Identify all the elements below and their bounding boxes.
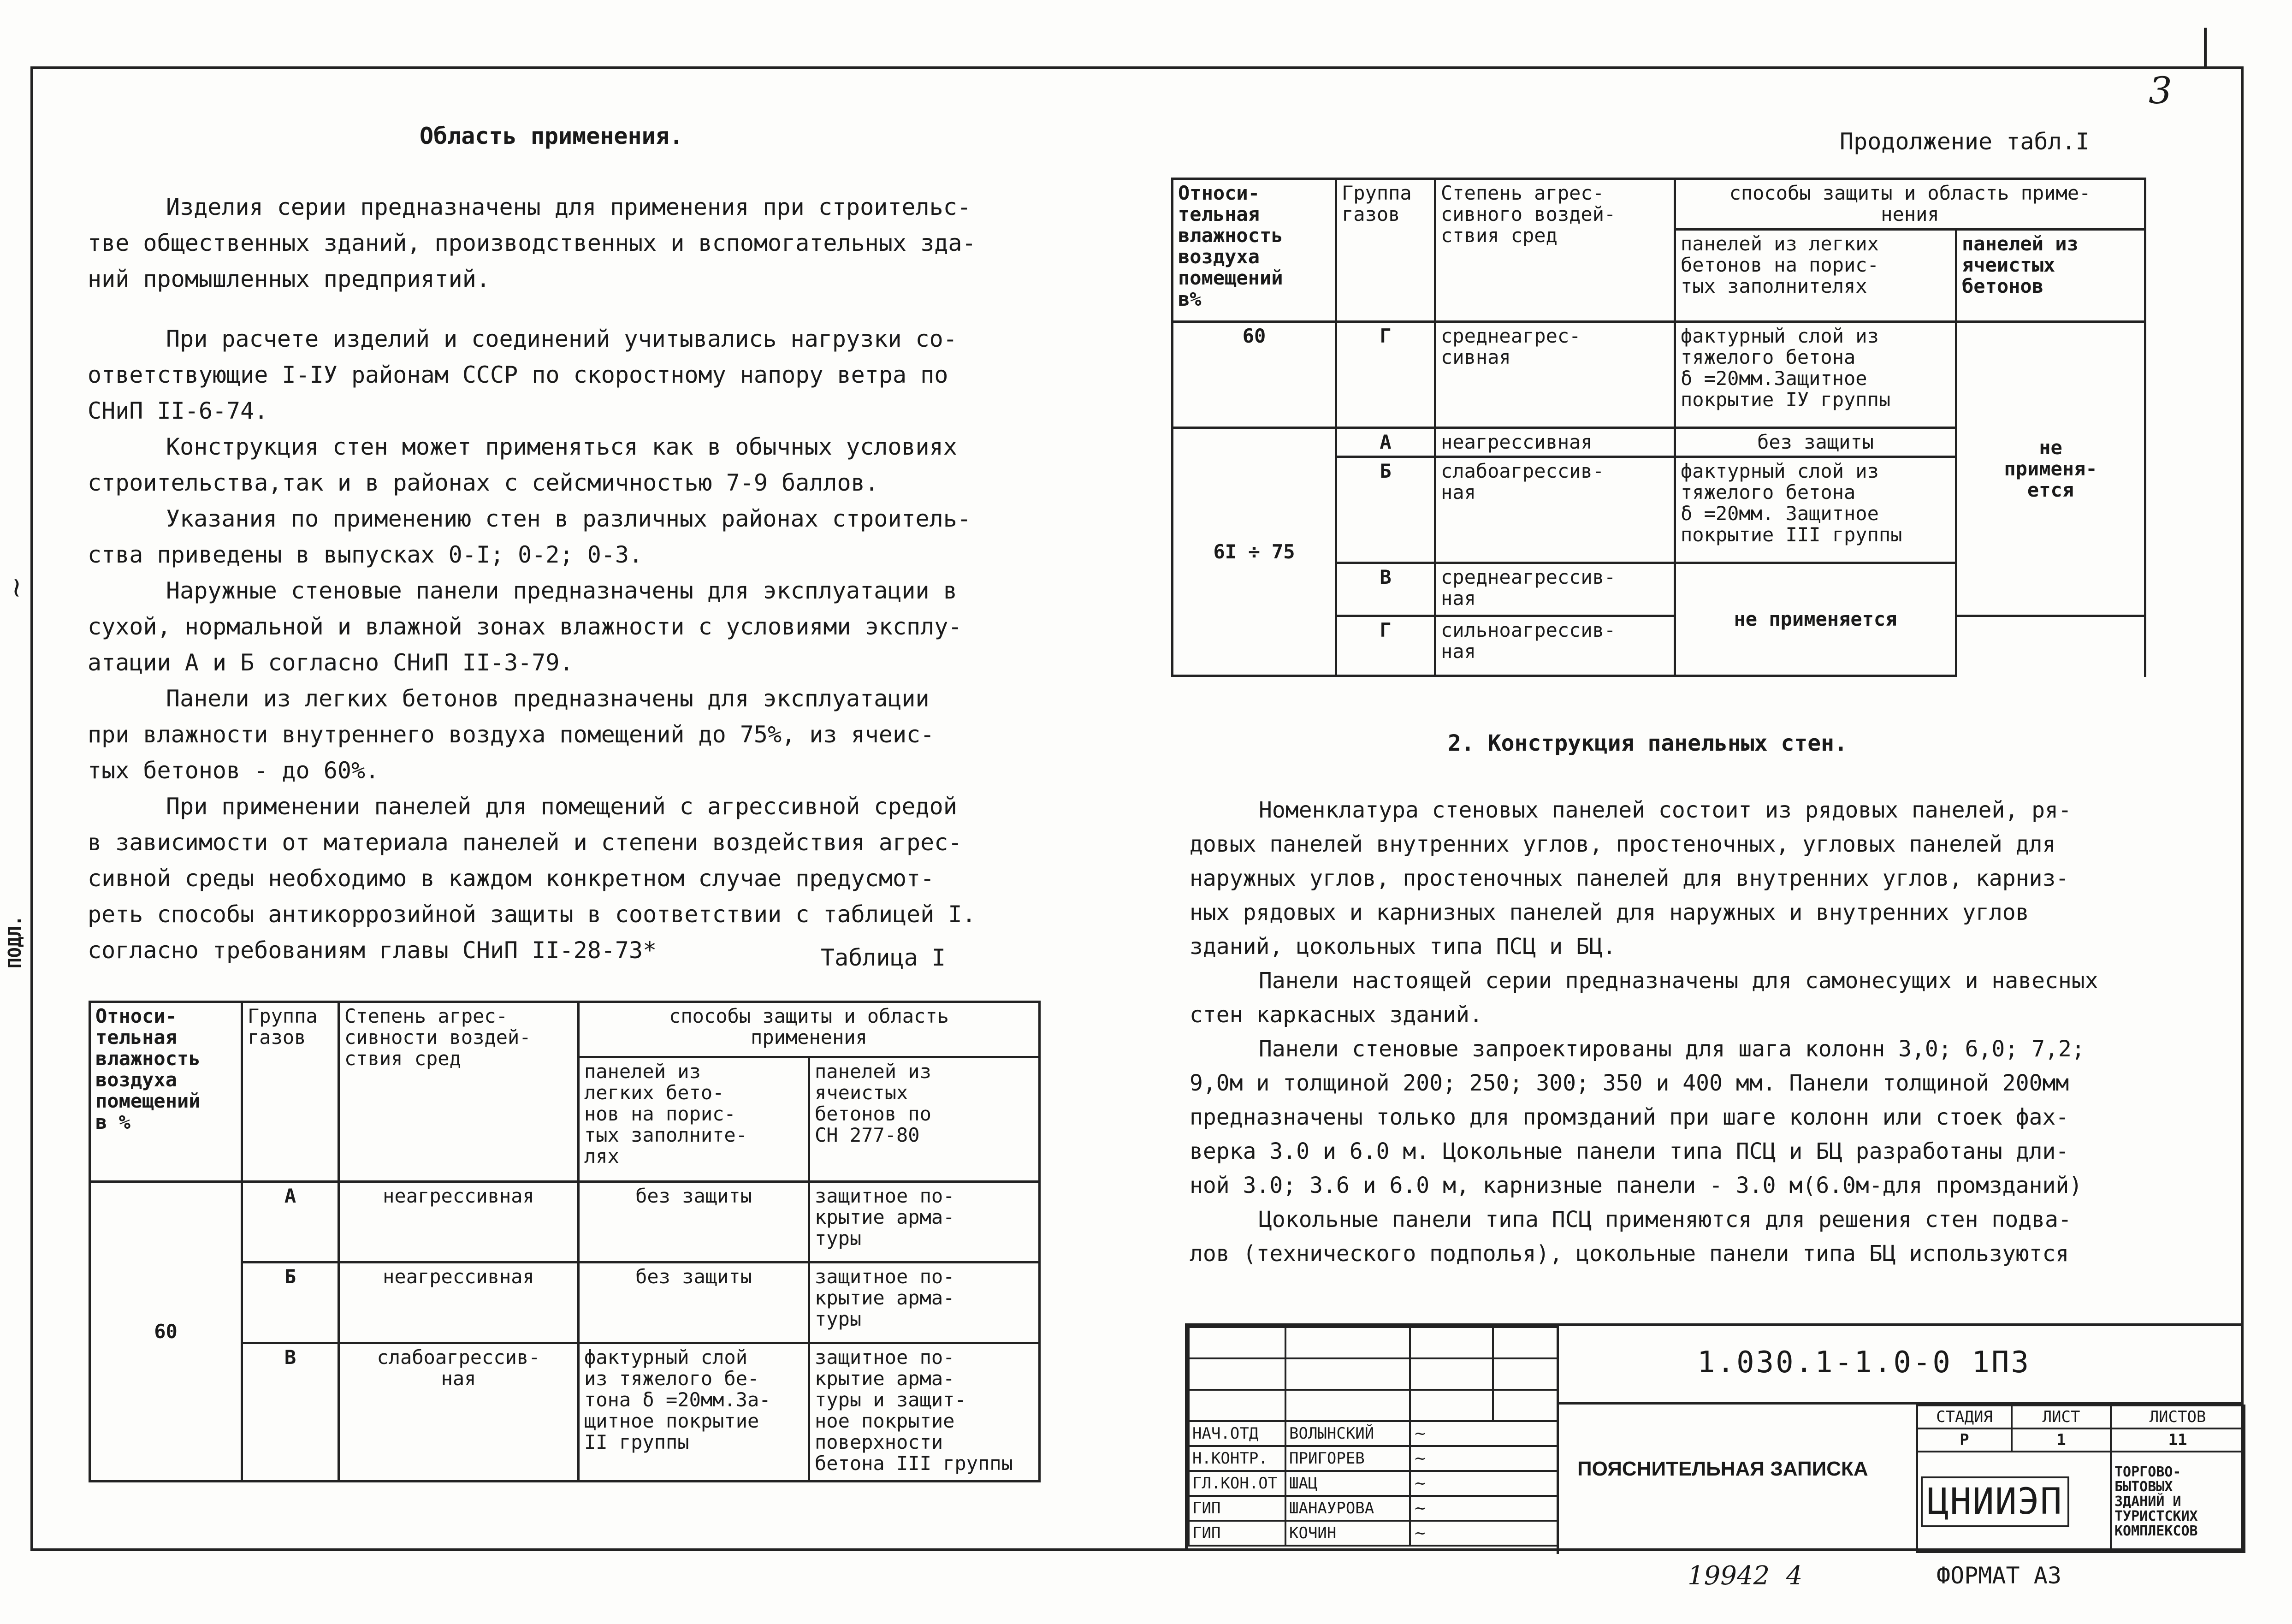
t2-header-light: панелей из легких бетонов на порис- тых заполнителях xyxy=(1675,230,1956,322)
t1-cell: защитное по- крытие арма- туры xyxy=(809,1262,1040,1343)
role-label: Н.КОНТР. xyxy=(1189,1446,1285,1471)
person-name: ВОЛЫНСКИЙ xyxy=(1285,1421,1410,1446)
margin-signature: ~ xyxy=(0,576,32,599)
t1-degree: неагрессивная xyxy=(339,1182,579,1262)
text-line: Указания по применению стен в различных районах строитель- xyxy=(166,505,971,532)
t2-humidity-range: 6I ÷ 75 xyxy=(1173,428,1336,676)
title-block xyxy=(1185,1323,2244,1551)
role-label: ГЛ.КОН.ОТ xyxy=(1189,1471,1285,1496)
text-line: 9,0м и толщиной 200; 250; 300; 350 и 400 мм. Панели толщиной 200мм xyxy=(1190,1070,2069,1096)
t2-group: В xyxy=(1336,563,1435,616)
t1-header-gas-group: Группа газов xyxy=(242,1002,339,1182)
signature: ~ xyxy=(1410,1496,1558,1521)
text-line: зданий, цокольных типа ПСЦ и БЦ. xyxy=(1190,934,1616,960)
signature: ~ xyxy=(1410,1446,1558,1471)
person-name: ШАЦ xyxy=(1285,1471,1410,1496)
org-logo xyxy=(1917,1452,2111,1552)
table-continuation-caption: Продолжение табл.I xyxy=(1840,128,2090,155)
t1-header-degree: Степень агрес- сивности воздей- ствия сред xyxy=(339,1002,579,1182)
text-line: наружных углов, простеночных панелей для внутренних углов, карниз- xyxy=(1190,865,2069,891)
right-body xyxy=(1190,793,2098,1271)
text-line: При применении панелей для помещений с агрессивной средой xyxy=(166,793,957,820)
t2-degree: слабоагрессив- ная xyxy=(1435,457,1675,563)
signature-grid xyxy=(1188,1326,1558,1547)
t2-light: без защиты xyxy=(1675,428,1956,457)
t2-degree: неагрессивная xyxy=(1435,428,1675,457)
text-line: Панели из легких бетонов предназначены для эксплуатации xyxy=(166,685,930,712)
text-line: ства приведены в выпусках 0-I; 0-2; 0-3. xyxy=(88,541,643,568)
t2-group: Г xyxy=(1336,322,1435,428)
org-name: ТОРГОВО- БЫТОВЫХ ЗДАНИЙ И ТУРИСТСКИХ КОМПЛЕКСОВ xyxy=(2111,1452,2245,1552)
left-heading: Область применения. xyxy=(420,123,683,149)
section-heading: 2. Конструкция панельных стен. xyxy=(1448,730,1848,756)
text-line: Наружные стеновые панели предназначены для эксплуатации в xyxy=(166,577,957,604)
table1-caption: Таблица I xyxy=(821,944,946,971)
role-label: НАЧ.ОТД xyxy=(1189,1421,1285,1446)
signature: ~ xyxy=(1410,1471,1558,1496)
text-line: ний промышленных предприятий. xyxy=(88,266,490,292)
text-line: атации А и Б согласно СНиП II-3-79. xyxy=(88,649,574,676)
text-line: лов (технического подполья), цокольные панели типа БЦ используются xyxy=(1190,1241,2069,1267)
text-line: при влажности внутреннего воздуха помещений до 75%, из ячеис- xyxy=(88,721,935,748)
t1-group: А xyxy=(242,1182,339,1262)
text-line: Изделия серии предназначены для применения при строительс- xyxy=(166,194,971,220)
text-line: Цокольные панели типа ПСЦ применяются для решения стен подва- xyxy=(1259,1207,2072,1233)
t2-light: фактурный слой из тяжелого бетона δ =20мм. Защитное покрытие III группы xyxy=(1675,457,1956,563)
text-line: сивной среды необходимо в каждом конкретном случае предусмот- xyxy=(88,865,935,892)
sheet-value: 1 xyxy=(2012,1428,2111,1452)
t1-group: Б xyxy=(242,1262,339,1343)
text-line: тве общественных зданий, производственных и вспомогательных зда- xyxy=(88,230,976,256)
t2-group: Г xyxy=(1336,616,1435,676)
person-name: КОЧИН xyxy=(1285,1521,1410,1546)
t2-group: Б xyxy=(1336,457,1435,563)
role-label: ГИП xyxy=(1189,1496,1285,1521)
text-line: Панели стеновые запроектированы для шага колонн 3,0; 6,0; 7,2; xyxy=(1259,1036,2085,1062)
t2-degree: сильноагрессив- ная xyxy=(1435,616,1675,676)
t2-group: А xyxy=(1336,428,1435,457)
t1-header-humidity: Относи- тельная влажность воздуха помещений в % xyxy=(90,1002,242,1182)
text-line: ных рядовых и карнизных панелей для наружных и внутренних углов xyxy=(1190,900,2029,925)
t2-header-protection: способы защиты и область приме- нения xyxy=(1675,179,2145,230)
t2-humidity-60: 60 xyxy=(1173,322,1336,428)
text-line: тых бетонов - до 60%. xyxy=(88,757,379,784)
margin-stamp: ПОДЛ. xyxy=(5,915,25,968)
t1-humidity-value: 60 xyxy=(90,1182,242,1482)
document-code: 1.030.1-1.0-0 1П3 xyxy=(1697,1345,2031,1380)
t2-degree: среднеагрессив- ная xyxy=(1435,563,1675,616)
t2-header-gas-group: Группа газов xyxy=(1336,179,1435,322)
t2-cell-not-applicable: не применя- ется xyxy=(1956,322,2145,616)
paper-format: ФОРМАТ А3 xyxy=(1937,1562,2061,1589)
t2-light: фактурный слой из тяжелого бетона δ =20мм.Защитное покрытие IУ группы xyxy=(1675,322,1956,428)
text-line: предназначены только для промзданий при шаге колонн или стоек фах- xyxy=(1190,1104,2069,1130)
sheet-grid xyxy=(1916,1405,2245,1553)
t2-header-humidity: Относи- тельная влажность воздуха помещений в% xyxy=(1173,179,1336,322)
text-line: довых панелей внутренних углов, простеночных, угловых панелей для xyxy=(1190,831,2056,857)
t1-cell: защитное по- крытие арма- туры и защит- ное покрытие поверхности бетона III группы xyxy=(809,1343,1040,1482)
t1-cell: защитное по- крытие арма- туры xyxy=(809,1182,1040,1262)
sheets-value: 11 xyxy=(2111,1428,2245,1452)
t2-header-cell: панелей из ячеистых бетонов xyxy=(1956,230,2145,322)
t2-header-degree: Степень агрес- сивного воздей- ствия сред xyxy=(1435,179,1675,322)
org-logo-text: ЦНИИЭП xyxy=(1921,1476,2069,1527)
text-line: в зависимости от материала панелей и степени воздействия агрес- xyxy=(88,829,962,856)
text-line: верка 3.0 и 6.0 м. Цокольные панели типа ПСЦ и БЦ разработаны дли- xyxy=(1190,1138,2069,1164)
text-line: Конструкция стен может применяться как в обычных условиях xyxy=(166,433,957,460)
inventory-number: 19942 4 xyxy=(1688,1561,1803,1591)
document-title: ПОЯСНИТЕЛЬНАЯ ЗАПИСКА xyxy=(1577,1458,1868,1480)
stage-value: Р xyxy=(1917,1428,2012,1452)
title-cell xyxy=(1557,1405,1916,1554)
text-line: строительства,так и в районах с сейсмичностью 7-9 баллов. xyxy=(88,469,879,496)
person-name: ШАНАУРОВА xyxy=(1285,1496,1410,1521)
sheet-label: ЛИСТ xyxy=(2012,1405,2111,1428)
t1-group: В xyxy=(242,1343,339,1482)
text-line: Панели настоящей серии предназначены для самонесущих и навесных xyxy=(1259,968,2098,994)
t2-light-not-applicable: не применяется xyxy=(1675,563,1956,676)
t1-degree: слабоагрессив- ная xyxy=(339,1343,579,1482)
text-line: стен каркасных зданий. xyxy=(1190,1002,1483,1028)
stage-label: СТАДИЯ xyxy=(1917,1405,2012,1428)
table-1-continuation xyxy=(1171,178,2146,677)
t1-header-cell: панелей из ячеистых бетонов по СН 277-80 xyxy=(809,1057,1040,1182)
t2-degree: среднеагрес- сивная xyxy=(1435,322,1675,428)
signature: ~ xyxy=(1410,1421,1558,1446)
person-name: ПРИГОРЕВ xyxy=(1285,1446,1410,1471)
page-number: 3 xyxy=(2149,69,2172,112)
t1-light: без защиты xyxy=(579,1182,809,1262)
signature: ~ xyxy=(1410,1521,1558,1546)
top-right-tick xyxy=(2204,28,2207,69)
left-body xyxy=(88,189,976,968)
t1-light: без защиты xyxy=(579,1262,809,1343)
t1-degree: неагрессивная xyxy=(339,1262,579,1343)
text-line: При расчете изделий и соединений учитывались нагрузки со- xyxy=(166,326,957,352)
code-cell xyxy=(1557,1326,2244,1405)
text-line: ной 3.0; 3.6 и 6.0 м, карнизные панели - 3.0 м(6.0м-для промзданий) xyxy=(1190,1173,2083,1198)
text-line: сухой, нормальной и влажной зонах влажности с условиями эксплу- xyxy=(88,613,962,640)
role-label: ГИП xyxy=(1189,1521,1285,1546)
text-line: реть способы антикоррозийной защиты в соответствии с таблицей I. xyxy=(88,901,976,928)
text-line: СНиП II-6-74. xyxy=(88,397,268,424)
text-line: согласно требованиям главы СНиП II-28-73* xyxy=(88,937,657,964)
text-line: Номенклатура стеновых панелей состоит из рядовых панелей, ря- xyxy=(1259,797,2072,823)
t1-light: фактурный слой из тяжелого бе- тона δ =20мм.За- щитное покрытие II группы xyxy=(579,1343,809,1482)
t1-header-light: панелей из легких бето- нов на порис- тых заполните- лях xyxy=(579,1057,809,1182)
text-line: ответствующие I-IУ районам СССР по скоростному напору ветра по xyxy=(88,362,948,388)
sheets-label: ЛИСТОВ xyxy=(2111,1405,2245,1428)
table-1 xyxy=(89,1001,1041,1482)
t1-header-protection: способы защиты и область применения xyxy=(579,1002,1040,1057)
